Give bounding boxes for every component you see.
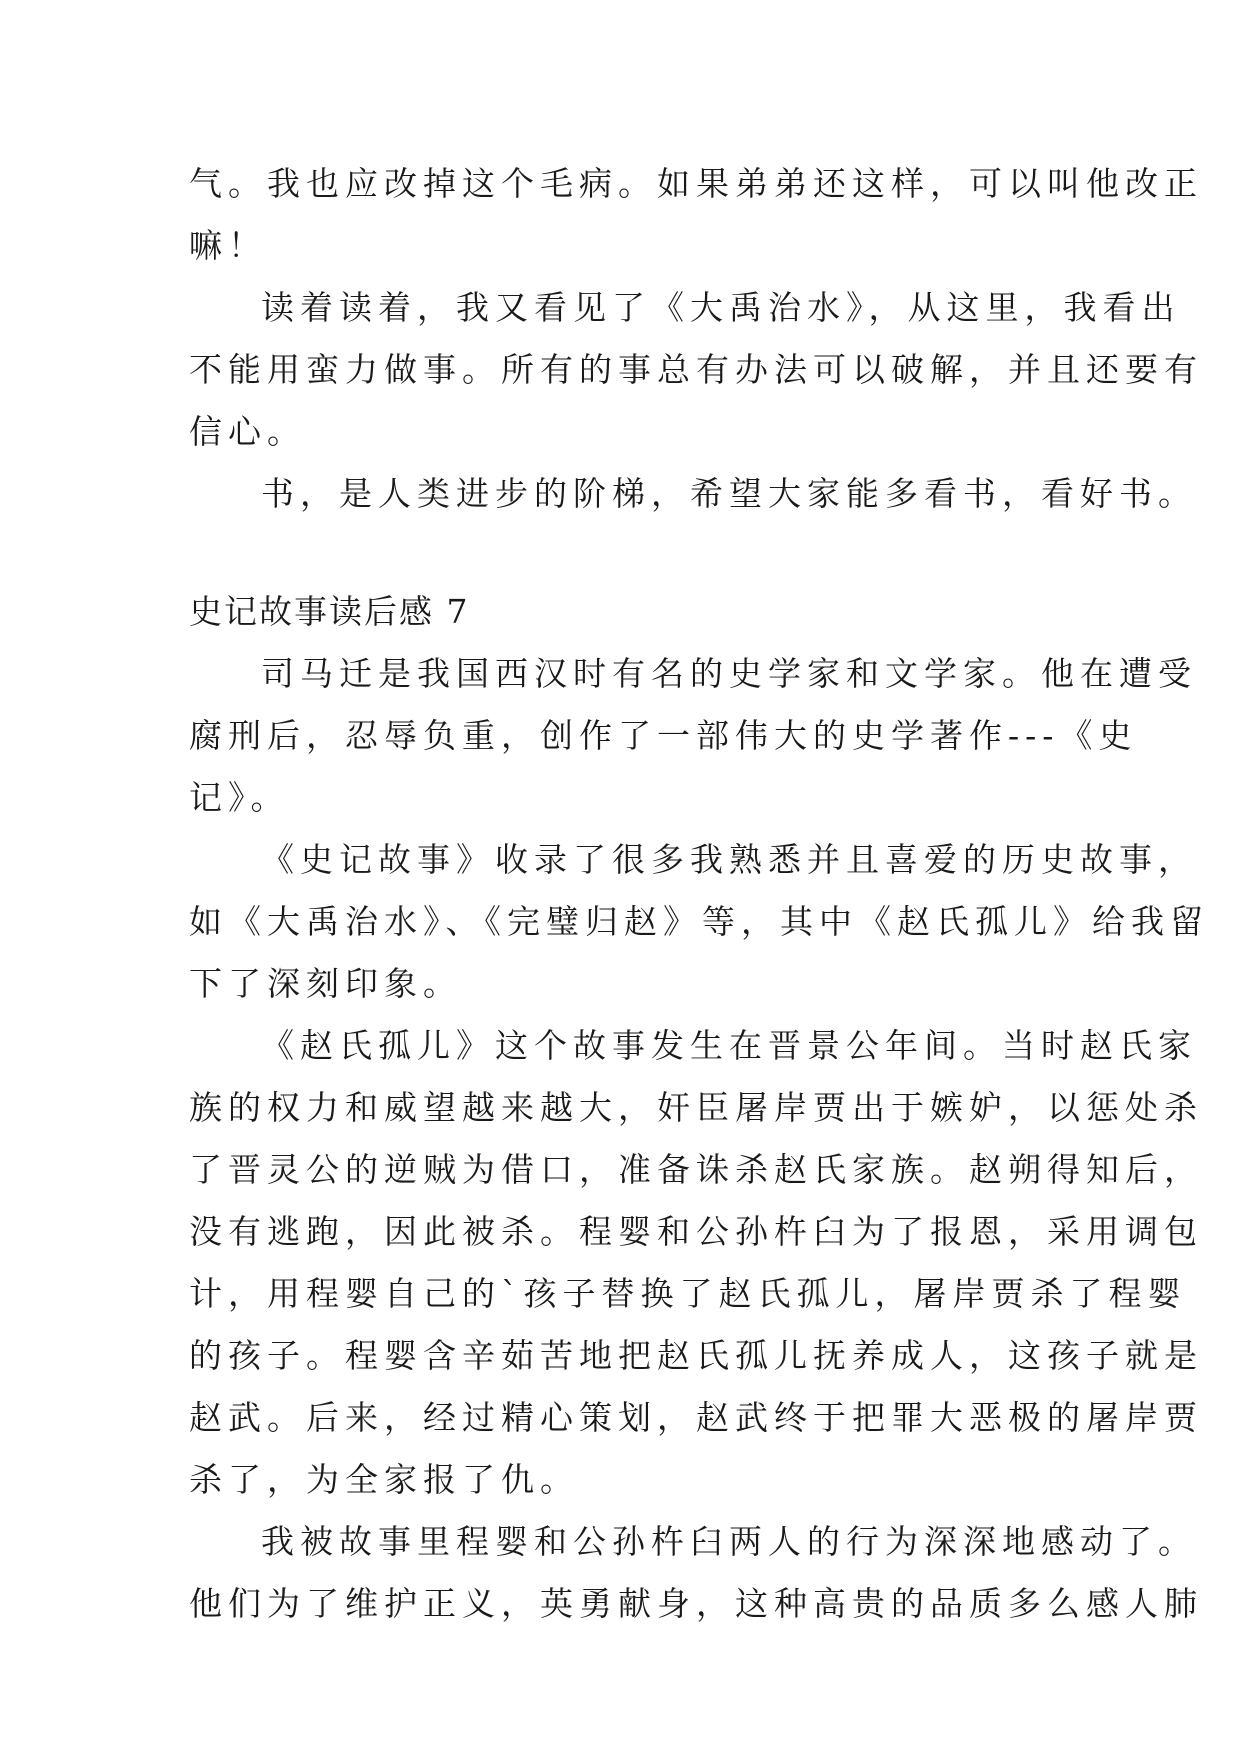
paragraph-line: 气。我也应改掉这个毛病。如果弟弟还这样，可以叫他改正 <box>189 164 1203 203</box>
paragraph-line: 腐刑后，忍辱负重，创作了一部伟大的史学著作---《史 <box>189 716 1138 755</box>
paragraph <box>189 1015 1203 1511</box>
section-heading <box>189 581 1059 643</box>
paragraph-line: 族的权力和威望越来越大，奸臣屠岸贾出于嫉妒，以惩处杀 <box>189 1088 1203 1127</box>
paragraph <box>189 277 1203 463</box>
heading-text: 史记故事读后感 7 <box>189 592 470 631</box>
paragraph <box>189 153 1203 277</box>
paragraph-line: 记》。 <box>189 778 290 817</box>
section-gap <box>189 525 1059 581</box>
paragraph-line: 司马迁是我国西汉时有名的史学家和文学家。他在遭受 <box>261 654 1197 693</box>
paragraph-line: 赵武。后来，经过精心策划，赵武终于把罪大恶极的屠岸贾 <box>189 1398 1203 1437</box>
paragraph-line: 不能用蛮力做事。所有的事总有办法可以破解，并且还要有 <box>189 350 1203 389</box>
paragraph-line: 下了深刻印象。 <box>189 964 462 1003</box>
paragraph-line: 的孩子。程婴含辛茹苦地把赵氏孤儿抚养成人，这孩子就是 <box>189 1336 1203 1375</box>
paragraph <box>189 1511 1203 1635</box>
paragraph <box>189 643 1197 829</box>
paragraph-line: 读着读着，我又看见了《大禹治水》，从这里，我看出 <box>261 288 1181 327</box>
paragraph-line: 书，是人类进步的阶梯，希望大家能多看书，看好书。 <box>261 474 1197 513</box>
paragraph-line: 《赵氏孤儿》这个故事发生在晋景公年间。当时赵氏家 <box>261 1026 1197 1065</box>
paragraph-line: 计，用程婴自己的`孩子替换了赵氏孤儿，屠岸贾杀了程婴 <box>189 1274 1187 1313</box>
paragraph <box>189 463 1197 525</box>
paragraph-line: 了晋灵公的逆贼为借口，准备诛杀赵氏家族。赵朔得知后， <box>189 1150 1203 1189</box>
paragraph <box>189 829 1209 1015</box>
paragraph-line: 如《大禹治水》、《完璧归赵》等，其中《赵氏孤儿》给我留 <box>189 902 1209 941</box>
document-page <box>189 153 1209 1635</box>
paragraph-line: 没有逃跑，因此被杀。程婴和公孙杵臼为了报恩，采用调包 <box>189 1212 1203 1251</box>
paragraph-line: 他们为了维护正义，英勇献身，这种高贵的品质多么感人肺 <box>189 1584 1203 1623</box>
paragraph-line: 《史记故事》收录了很多我熟悉并且喜爱的历史故事， <box>261 840 1197 879</box>
paragraph-line: 杀了，为全家报了仇。 <box>189 1460 579 1499</box>
paragraph-line: 信心。 <box>189 412 306 451</box>
paragraph-line: 我被故事里程婴和公孙杵臼两人的行为深深地感动了。 <box>261 1522 1197 1561</box>
paragraph-line: 嘛！ <box>189 226 267 265</box>
